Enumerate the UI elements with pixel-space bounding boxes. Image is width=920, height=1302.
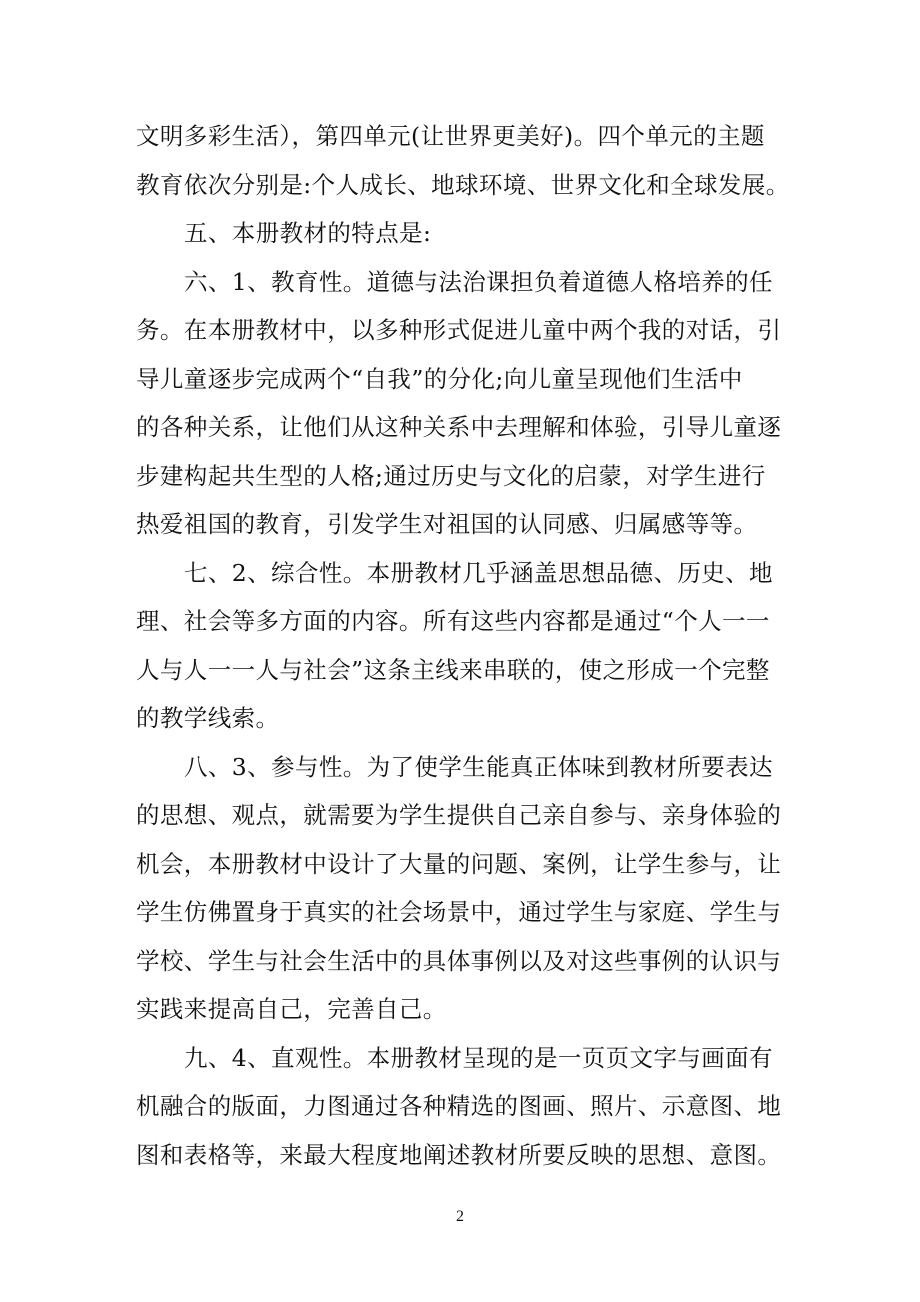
paragraph-first-line: 八、3、参与性。为了使学生能真正体味到教材所要表达 bbox=[184, 752, 773, 781]
text-line: 机会，本册教材中设计了大量的问题、案例，让学生参与，让 bbox=[136, 849, 782, 878]
paragraph-first-line: 九、4、直观性。本册教材呈现的是一页页文字与画面有 bbox=[184, 1043, 773, 1072]
body-text bbox=[136, 112, 792, 1179]
text-line: 的教学线索。 bbox=[136, 704, 280, 732]
text-line: 理、社会等多方面的内容。所有这些内容都是通过“个人一一 bbox=[136, 607, 770, 635]
text-line: 教育依次分别是:个人成长、地球环境、世界文化和全球发展。 bbox=[136, 170, 790, 199]
paragraph-first-line: 六、1、教育性。道德与法治课担负着道德人格培养的任 bbox=[184, 267, 773, 296]
text-line: 文明多彩生活），第四单元(让世界更美好)。四个单元的主题 bbox=[136, 122, 765, 150]
text-line: 步建构起共生型的人格;通过历史与文化的启蒙，对学生进行 bbox=[136, 461, 766, 490]
text-line: 实践来提高自己，完善自己。 bbox=[136, 995, 447, 1023]
text-line: 热爱祖国的教育，引发学生对祖国的认同感、归属感等等。 bbox=[136, 510, 758, 538]
text-line: 图和表格等，来最大程度地阐述教材所要反映的思想、意图。 bbox=[136, 1140, 782, 1169]
text-line: 人与人一一人与社会”这条主线来串联的，使之形成一个完整 bbox=[136, 655, 770, 684]
text-line: 的思想、观点，就需要为学生提供自己亲自参与、亲身体验的 bbox=[136, 801, 782, 829]
text-line: 机融合的版面，力图通过各种精选的图画、照片、示意图、地 bbox=[136, 1092, 782, 1120]
text-line: 导儿童逐步完成两个“自我”的分化;向儿童呈现他们生活中 bbox=[136, 364, 743, 393]
page-number: 2 bbox=[456, 1208, 464, 1225]
text-line: 学生仿佛置身于真实的社会场景中，通过学生与家庭、学生与 bbox=[136, 898, 782, 926]
text-line: 学校、学生与社会生活中的具体事例以及对这些事例的认识与 bbox=[136, 946, 782, 975]
section-heading: 五、本册教材的特点是: bbox=[184, 219, 432, 247]
text-line: 务。在本册教材中，以多种形式促进儿童中两个我的对话，引 bbox=[136, 316, 782, 344]
text-line: 的各种关系，让他们从这种关系中去理解和体验，引导儿童逐 bbox=[136, 413, 782, 441]
paragraph-first-line: 七、2、综合性。本册教材几乎涵盖思想品德、历史、地 bbox=[184, 558, 773, 587]
